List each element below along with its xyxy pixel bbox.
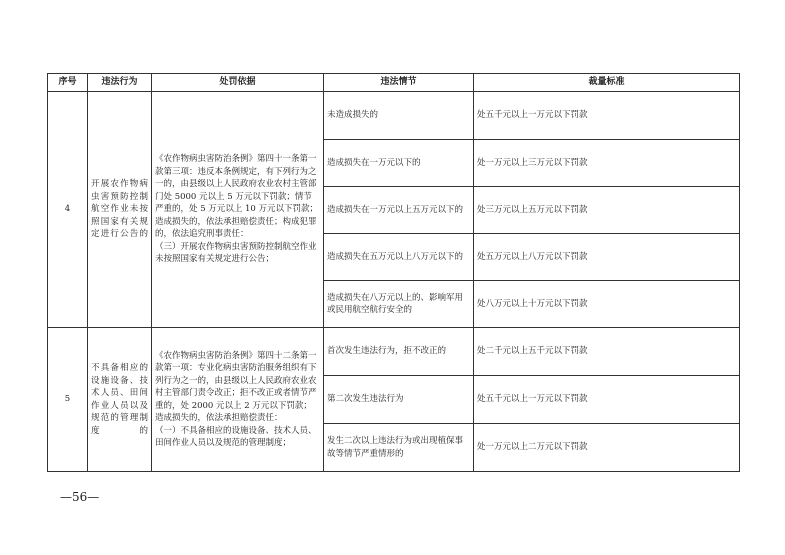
violation-detail: 造成损失在一万元以下的 (324, 140, 474, 187)
violation-detail: 造成损失在八万元以上的、影响军用或民用航空航行安全的 (324, 281, 474, 328)
penalty-basis: 《农作物病虫害防治条例》第四十二条第一款第一项：专业化病虫害防治服务组织有下列行为之一的，由县级以上人民政府农业农村主管部门责令改正；拒不改正或者情节严重的，处 2000 元以上 2 万元以下罚款；造成损失的，依法承担赔偿责任： （一）不具备相应的设施设备、技术人员、田间作业人员以及规范的管理制度； (152, 328, 324, 472)
header-basis: 处罚依据 (152, 74, 324, 92)
violation-detail: 发生二次以上违法行为或出现植保事故等情节严重情形的 (324, 424, 474, 472)
header-detail: 违法情节 (324, 74, 474, 92)
violation-detail: 首次发生违法行为，拒不改正的 (324, 328, 474, 376)
penalty-basis: 《农作物病虫害防治条例》第四十一条第一款第三项：违反本条例规定，有下列行为之一的，由县级以上人民政府农业农村主管部门处 5000 元以上 5 万元以下罚款；情节严重的，处 5 万元以上 10 万元以下罚款；造成损失的，依法承担赔偿责任；构成犯罪的，依法追究刑事责任： （三）开展农作物病虫害预防控制航空作业未按照国家有关规定进行公告； (152, 92, 324, 328)
table-header-row (48, 74, 740, 92)
header-act: 违法行为 (88, 74, 152, 92)
table-row (48, 328, 740, 376)
penalty-table (47, 73, 740, 472)
penalty-standard: 处八万元以上十万元以下罚款 (474, 281, 740, 328)
header-std: 裁量标准 (474, 74, 740, 92)
row-number: 4 (48, 92, 88, 328)
violation-act: 开展农作物病虫害预防控制航空作业未按照国家有关规定进行公告的 (88, 92, 152, 328)
violation-detail: 造成损失在五万元以上八万元以下的 (324, 234, 474, 281)
penalty-standard: 处五千元以上一万元以下罚款 (474, 376, 740, 424)
violation-detail: 未造成损失的 (324, 92, 474, 140)
page-number: —56— (60, 490, 100, 504)
header-no: 序号 (48, 74, 88, 92)
penalty-standard: 处二千元以上五千元以下罚款 (474, 328, 740, 376)
penalty-standard: 处一万元以上二万元以下罚款 (474, 424, 740, 472)
penalty-standard: 处五千元以上一万元以下罚款 (474, 92, 740, 140)
violation-detail: 造成损失在一万元以上五万元以下的 (324, 187, 474, 234)
violation-act: 不具备相应的设施设备、技术人员、田间作业人员以及规范的管理制度的 (88, 328, 152, 472)
row-number: 5 (48, 328, 88, 472)
violation-detail: 第二次发生违法行为 (324, 376, 474, 424)
penalty-standard: 处五万元以上八万元以下罚款 (474, 234, 740, 281)
penalty-standard: 处一万元以上三万元以下罚款 (474, 140, 740, 187)
table-row (48, 92, 740, 140)
penalty-standard: 处三万元以上五万元以下罚款 (474, 187, 740, 234)
